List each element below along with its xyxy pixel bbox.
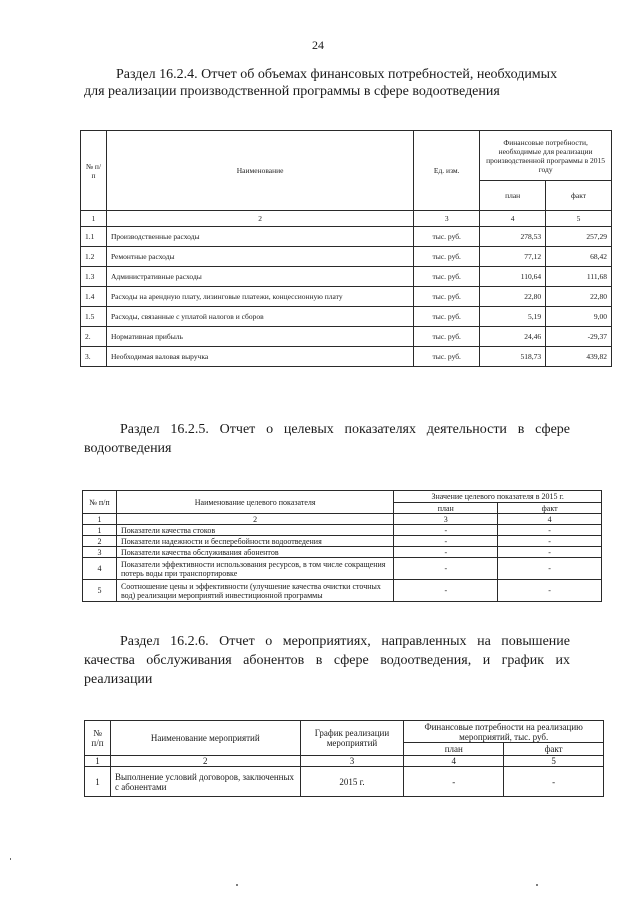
row-num: 1.3 <box>81 267 107 287</box>
table-row <box>81 267 612 287</box>
row-unit: тыс. руб. <box>414 227 480 247</box>
header-unit: Ед. изм. <box>414 131 480 211</box>
header-num: № п/п <box>83 491 117 514</box>
header-fact: факт <box>504 743 604 756</box>
row-unit: тыс. руб. <box>414 267 480 287</box>
row-fact: 68,42 <box>546 247 612 267</box>
row-unit: тыс. руб. <box>414 247 480 267</box>
row-plan: 5,19 <box>480 307 546 327</box>
header-plan: план <box>480 181 546 211</box>
index-cell: 1 <box>85 756 111 767</box>
scan-speck <box>10 858 11 860</box>
row-unit: тыс. руб. <box>414 307 480 327</box>
row-num: 1.2 <box>81 247 107 267</box>
row-name: Расходы, связанные с уплатой налогов и сборов <box>106 307 413 327</box>
section-title-line: качества обслуживания абонентов в сфере водоотведения, и график их <box>84 653 570 668</box>
row-num: 2 <box>83 536 117 547</box>
section-title-line: реализации <box>84 672 153 687</box>
row-plan: 24,46 <box>480 327 546 347</box>
page-number: 24 <box>312 38 324 52</box>
table-row <box>83 547 602 558</box>
table-row <box>81 247 612 267</box>
header-plan: план <box>394 503 498 514</box>
row-fact: 9,00 <box>546 307 612 327</box>
row-name: Ремонтные расходы <box>106 247 413 267</box>
index-cell: 2 <box>106 211 413 227</box>
header-plan: план <box>404 743 504 756</box>
row-unit: тыс. руб. <box>414 347 480 367</box>
row-fact: 257,29 <box>546 227 612 247</box>
header-financial-needs: Финансовые потребности на реализацию мероприятий, тыс. руб. <box>404 721 604 743</box>
row-fact: 111,68 <box>546 267 612 287</box>
header-name: Наименование мероприятий <box>110 721 300 756</box>
header-schedule: График реализации мероприятий <box>300 721 404 756</box>
table-row <box>81 347 612 367</box>
scan-speck <box>536 884 538 886</box>
row-fact: - <box>498 536 602 547</box>
index-cell: 2 <box>116 514 393 525</box>
table-row <box>81 327 612 347</box>
section-title-line: Раздел 16.2.4. Отчет об объемах финансовых потребностей, необходимых <box>116 67 558 82</box>
index-row <box>81 211 612 227</box>
row-plan: 518,73 <box>480 347 546 367</box>
row-fact: 439,82 <box>546 347 612 367</box>
row-fact: - <box>504 767 604 797</box>
row-plan: - <box>404 767 504 797</box>
section-16-2-5-title <box>84 420 570 458</box>
row-num: 5 <box>83 580 117 602</box>
index-cell: 1 <box>81 211 107 227</box>
index-row <box>85 756 604 767</box>
index-cell: 4 <box>480 211 546 227</box>
row-plan: - <box>394 525 498 536</box>
section-16-2-4-title <box>84 66 604 100</box>
row-num: 1 <box>83 525 117 536</box>
section-title-line: водоотведения <box>84 441 172 456</box>
table-row <box>83 525 602 536</box>
table-row <box>83 580 602 602</box>
scan-speck <box>236 884 238 886</box>
section-title-line: Раздел 16.2.6. Отчет о мероприятиях, направленных на повышение <box>120 634 570 649</box>
index-cell: 3 <box>414 211 480 227</box>
table-row <box>81 307 612 327</box>
row-unit: тыс. руб. <box>414 287 480 307</box>
row-num: 4 <box>83 558 117 580</box>
row-plan: - <box>394 536 498 547</box>
row-num: 1 <box>85 767 111 797</box>
row-num: 1.5 <box>81 307 107 327</box>
index-cell: 5 <box>546 211 612 227</box>
row-name: Необходимая валовая выручка <box>106 347 413 367</box>
row-plan: - <box>394 580 498 602</box>
financial-needs-table <box>80 130 612 367</box>
row-plan: 77,12 <box>480 247 546 267</box>
index-cell: 4 <box>404 756 504 767</box>
table-row <box>83 536 602 547</box>
row-num: 2. <box>81 327 107 347</box>
section-16-2-6-title <box>84 632 570 689</box>
row-schedule: 2015 г. <box>300 767 404 797</box>
row-fact: - <box>498 558 602 580</box>
row-name: Выполнение условий договоров, заключенных с абонентами <box>110 767 300 797</box>
index-row <box>83 514 602 525</box>
index-cell: 5 <box>504 756 604 767</box>
header-financial-needs: Финансовые потребности, необходимые для реализации производственной программы в 2015 году <box>480 131 612 181</box>
row-name: Показатели качества стоков <box>116 525 393 536</box>
header-fact: факт <box>498 503 602 514</box>
section-title-line: для реализации производственной программы в сфере водоотведения <box>84 84 500 99</box>
row-num: 1.4 <box>81 287 107 307</box>
row-fact: - <box>498 580 602 602</box>
table-row <box>83 558 602 580</box>
table-row <box>85 767 604 797</box>
table-row <box>81 227 612 247</box>
row-fact: - <box>498 547 602 558</box>
row-name: Производственные расходы <box>106 227 413 247</box>
index-cell: 3 <box>300 756 404 767</box>
table-row <box>81 287 612 307</box>
header-num: № п/п <box>85 721 111 756</box>
row-plan: - <box>394 558 498 580</box>
index-cell: 1 <box>83 514 117 525</box>
row-name: Соотношение цены и эффективности (улучшение качества очистки сточных вод) реализации мероприятий инвестиционной программы <box>116 580 393 602</box>
row-plan: - <box>394 547 498 558</box>
row-num: 3. <box>81 347 107 367</box>
row-num: 1.1 <box>81 227 107 247</box>
row-fact: -29,37 <box>546 327 612 347</box>
row-name: Показатели качества обслуживания абонентов <box>116 547 393 558</box>
index-cell: 2 <box>110 756 300 767</box>
row-fact: 22,80 <box>546 287 612 307</box>
row-plan: 110,64 <box>480 267 546 287</box>
header-name: Наименование целевого показателя <box>116 491 393 514</box>
row-name: Показатели эффективности использования ресурсов, в том числе сокращения потерь воды при транспортировке <box>116 558 393 580</box>
row-name: Расходы на арендную плату, лизинговые платежи, концессионную плату <box>106 287 413 307</box>
index-cell: 3 <box>394 514 498 525</box>
section-title-line: Раздел 16.2.5. Отчет о целевых показателях деятельности в сфере <box>120 422 570 437</box>
row-num: 3 <box>83 547 117 558</box>
row-unit: тыс. руб. <box>414 327 480 347</box>
row-plan: 278,53 <box>480 227 546 247</box>
target-indicators-table <box>82 490 602 602</box>
header-fact: факт <box>546 181 612 211</box>
service-quality-measures-table <box>84 720 604 797</box>
header-target-value: Значение целевого показателя в 2015 г. <box>394 491 602 503</box>
header-name: Наименование <box>106 131 413 211</box>
row-name: Нормативная прибыль <box>106 327 413 347</box>
row-name: Административные расходы <box>106 267 413 287</box>
index-cell: 4 <box>498 514 602 525</box>
row-plan: 22,80 <box>480 287 546 307</box>
row-fact: - <box>498 525 602 536</box>
row-name: Показатели надежности и бесперебойности водоотведения <box>116 536 393 547</box>
header-num: № п/п <box>81 131 107 211</box>
